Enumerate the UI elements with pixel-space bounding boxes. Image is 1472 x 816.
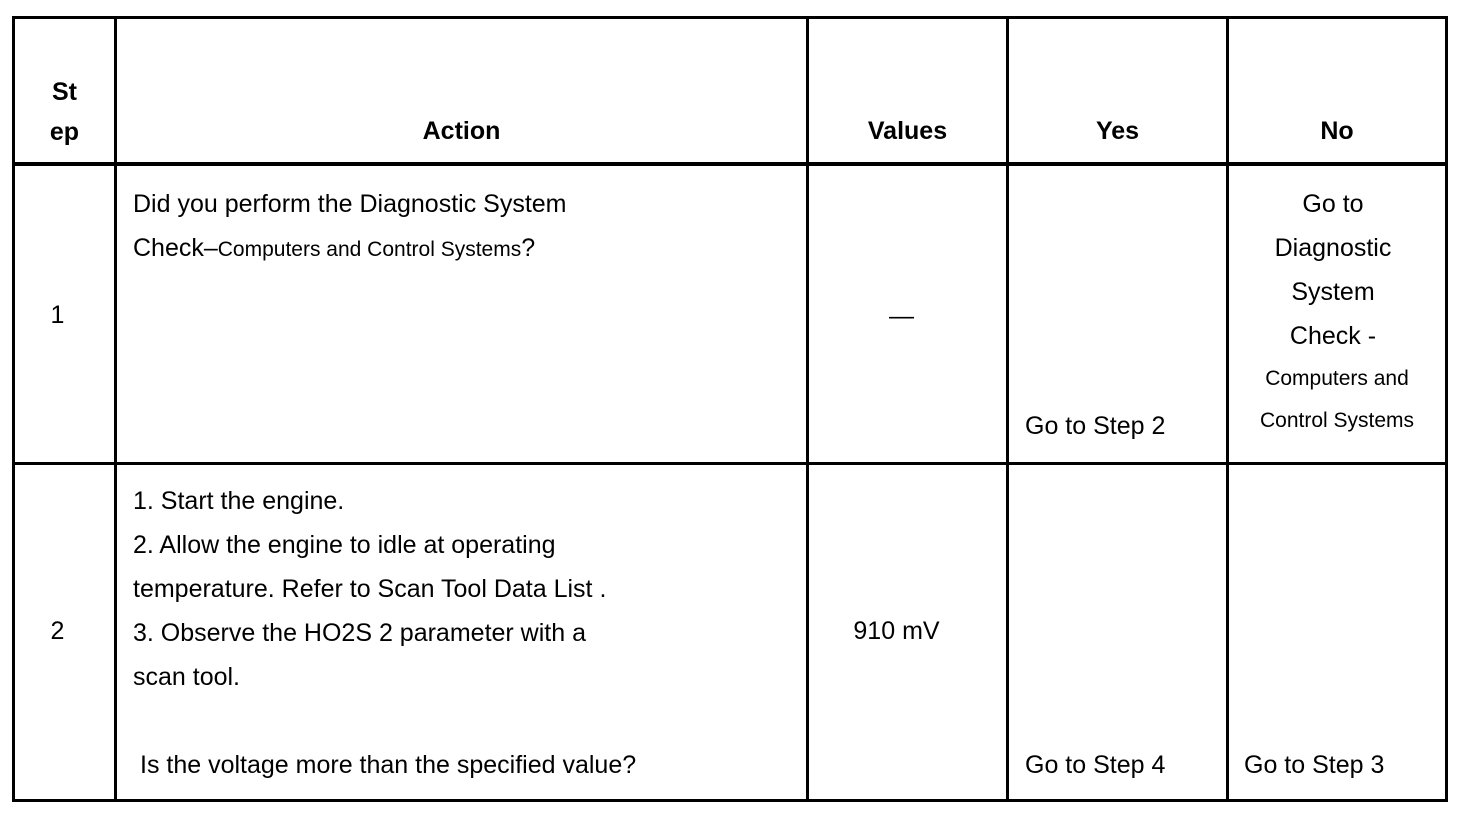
row1-action-line2-main: Check– (133, 234, 218, 262)
row1-no (1229, 182, 1445, 442)
row1-value: — (889, 302, 914, 330)
row2-action-item-1: 1. Start the engine. (133, 487, 345, 515)
row1-no-line6: Control Systems (1259, 409, 1415, 432)
header-action: Action (422, 117, 501, 145)
header-no: No (1320, 117, 1354, 145)
table-border-bottom (12, 799, 1448, 802)
row2-action-item-5: scan tool. (133, 663, 241, 691)
row1-action-line2-end: ? (521, 234, 536, 262)
row1-step: 1 (50, 301, 65, 329)
header-step-line2: ep (49, 118, 80, 146)
row2-no: Go to Step 3 (1244, 751, 1385, 779)
header-step-line1: St (52, 78, 77, 106)
row2-action-item-3: temperature. Refer to Scan Tool Data List . (133, 575, 607, 603)
row1-no-line4: Check - (1289, 322, 1377, 350)
row1-no-line2: Diagnostic (1274, 234, 1392, 262)
row1-action-line2 (133, 226, 803, 272)
row1-action-line1: Did you perform the Diagnostic System (133, 190, 567, 218)
row1-no-line1: Go to (1302, 190, 1364, 218)
header-step (15, 72, 114, 152)
table-border-right (1445, 16, 1448, 802)
row2-action-item-2: 2. Allow the engine to idle at operating (133, 531, 556, 559)
table-border-top (12, 16, 1448, 19)
row1-yes: Go to Step 2 (1025, 412, 1166, 440)
row1-action-line2-small: Computers and Control Systems (217, 238, 522, 261)
header-values: Values (867, 117, 948, 145)
row2-action (133, 479, 803, 699)
header-separator (12, 162, 1448, 166)
diagnostic-table (12, 16, 1448, 802)
row1-action (133, 182, 803, 272)
row1-no-line5: Computers and (1265, 367, 1409, 390)
row2-step: 2 (50, 617, 65, 645)
header-yes: Yes (1095, 117, 1140, 145)
row1-no-line3: System (1291, 278, 1375, 306)
row-separator (12, 462, 1448, 465)
row2-action-question: Is the voltage more than the specified value? (140, 751, 637, 779)
row2-yes: Go to Step 4 (1025, 751, 1166, 779)
row2-action-item-4: 3. Observe the HO2S 2 parameter with a (133, 619, 586, 647)
row2-value: 910 mV (853, 617, 940, 645)
